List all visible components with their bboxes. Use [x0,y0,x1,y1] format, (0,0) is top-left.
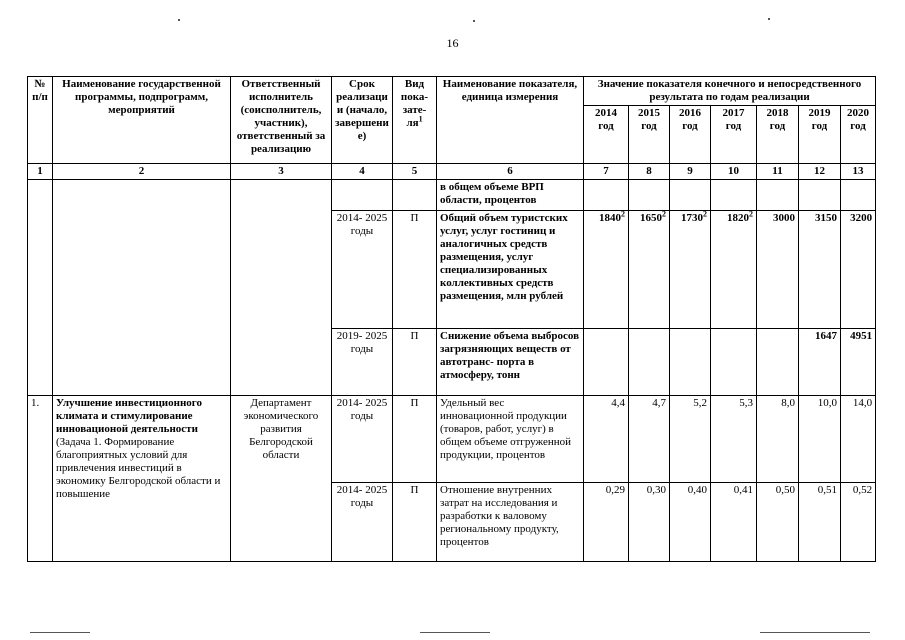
cell-value: 10,0 [799,396,841,483]
header-type-footnote: 1 [418,114,423,124]
column-number: 4 [332,164,393,180]
cell-period: 2019- 2025 годы [332,329,393,396]
cell-num [28,180,53,396]
cell-value-number: 1650 [640,212,662,224]
header-period: Срок реализаци и (начало, завершени е) [332,77,393,164]
column-number: 1 [28,164,53,180]
header-executor: Ответственный исполнитель (соисполнитель, участник), ответственный за реализацию [231,77,332,164]
header-values-group: Значение показателя конечного и непосредственного результата по годам реализации [584,77,876,106]
cell-indicator: в общем объеме ВРП области, процентов [437,180,584,211]
section-title: Улучшение инвестиционного климата и стимулирование инновационой деятельности [56,397,203,435]
header-row-1 [28,77,876,106]
cell-value [584,180,629,211]
cell-num: 1. [28,396,53,562]
header-year: 2018 год [757,106,799,164]
cell-value [757,329,799,396]
cell-value-footnote: 2 [662,209,666,219]
indicators-table [27,76,876,562]
scan-edge-line [420,632,490,633]
column-number: 8 [629,164,670,180]
cell-value [841,180,876,211]
header-year: 2019 год [799,106,841,164]
cell-value: 4951 [841,329,876,396]
cell-program [53,180,231,396]
cell-program [53,396,231,562]
table-row [28,396,876,483]
scan-edge-line [30,632,90,633]
cell-value: 3150 [799,211,841,329]
cell-value [629,180,670,211]
cell-value [629,329,670,396]
cell-value-footnote: 2 [621,209,625,219]
column-number: 9 [670,164,711,180]
cell-period [332,180,393,211]
cell-value: 1647 [799,329,841,396]
cell-type: П [393,483,437,562]
header-type-text: Вид пока- зате- ля [400,78,429,129]
cell-indicator: Снижение объема выбросов загрязняющих веществ от автотранс- порта в атмосферу, тонн [437,329,584,396]
cell-value: 4,7 [629,396,670,483]
cell-value [670,329,711,396]
cell-period: 2014- 2025 годы [332,483,393,562]
cell-value [799,180,841,211]
cell-value: 5,3 [711,396,757,483]
cell-value-number: 1730 [681,212,703,224]
header-year: 2014 год [584,106,629,164]
scan-speck [178,19,180,21]
cell-value [629,211,670,329]
column-number: 12 [799,164,841,180]
column-number: 5 [393,164,437,180]
cell-executor: Департамент экономического развития Белгородской области [231,396,332,562]
cell-indicator: Общий объем туристских услуг, услуг гостиниц и аналогичных средств размещения, услуг специализированных коллективных средств размещения, млн рублей [437,211,584,329]
cell-value: 0,51 [799,483,841,562]
header-year: 2017 год [711,106,757,164]
cell-period: 2014- 2025 годы [332,211,393,329]
cell-value: 0,41 [711,483,757,562]
column-number: 3 [231,164,332,180]
cell-value [670,211,711,329]
cell-value-footnote: 2 [749,209,753,219]
scan-speck [768,18,770,20]
header-year: 2015 год [629,106,670,164]
cell-value: 5,2 [670,396,711,483]
cell-indicator: Удельный вес инновационной продукции (товаров, работ, услуг) в общем объеме отгруженной продукции, процентов [437,396,584,483]
column-number: 11 [757,164,799,180]
column-number-row [28,164,876,180]
cell-type: П [393,329,437,396]
cell-value-number: 1820 [727,212,749,224]
cell-value: 14,0 [841,396,876,483]
column-number: 6 [437,164,584,180]
cell-value [711,180,757,211]
header-year: 2020 год [841,106,876,164]
scan-edge-line [760,632,870,633]
cell-period: 2014- 2025 годы [332,396,393,483]
cell-value [584,329,629,396]
cell-type: П [393,396,437,483]
header-indicator: Наименование показателя, единица измерения [437,77,584,164]
cell-type: П [393,211,437,329]
scan-speck [473,20,475,22]
page-number: 16 [446,36,459,50]
cell-value: 0,29 [584,483,629,562]
header-num: № п/п [28,77,53,164]
header-program: Наименование государственной программы, подпрограмм, мероприятий [53,77,231,164]
column-number: 7 [584,164,629,180]
cell-value: 3000 [757,211,799,329]
cell-value: 0,30 [629,483,670,562]
column-number: 2 [53,164,231,180]
cell-value: 3200 [841,211,876,329]
cell-value [711,329,757,396]
header-type [393,77,437,164]
cell-value: 0,52 [841,483,876,562]
cell-value [711,211,757,329]
cell-value: 4,4 [584,396,629,483]
cell-value: 0,50 [757,483,799,562]
cell-value [757,180,799,211]
cell-value: 8,0 [757,396,799,483]
section-subtitle: (Задача 1. Формирование благоприятных условий для привлечения инвестиций в экономику Белгородской области и повышение [56,436,221,500]
cell-value [670,180,711,211]
cell-value-number: 1840 [599,212,621,224]
column-number: 10 [711,164,757,180]
column-number: 13 [841,164,876,180]
table-row [28,180,876,211]
cell-executor [231,180,332,396]
cell-indicator: Отношение внутренних затрат на исследования и разработки к валовому региональному продукту, процентов [437,483,584,562]
header-year: 2016 год [670,106,711,164]
cell-value-footnote: 2 [703,209,707,219]
cell-value [584,211,629,329]
cell-type [393,180,437,211]
cell-value: 0,40 [670,483,711,562]
